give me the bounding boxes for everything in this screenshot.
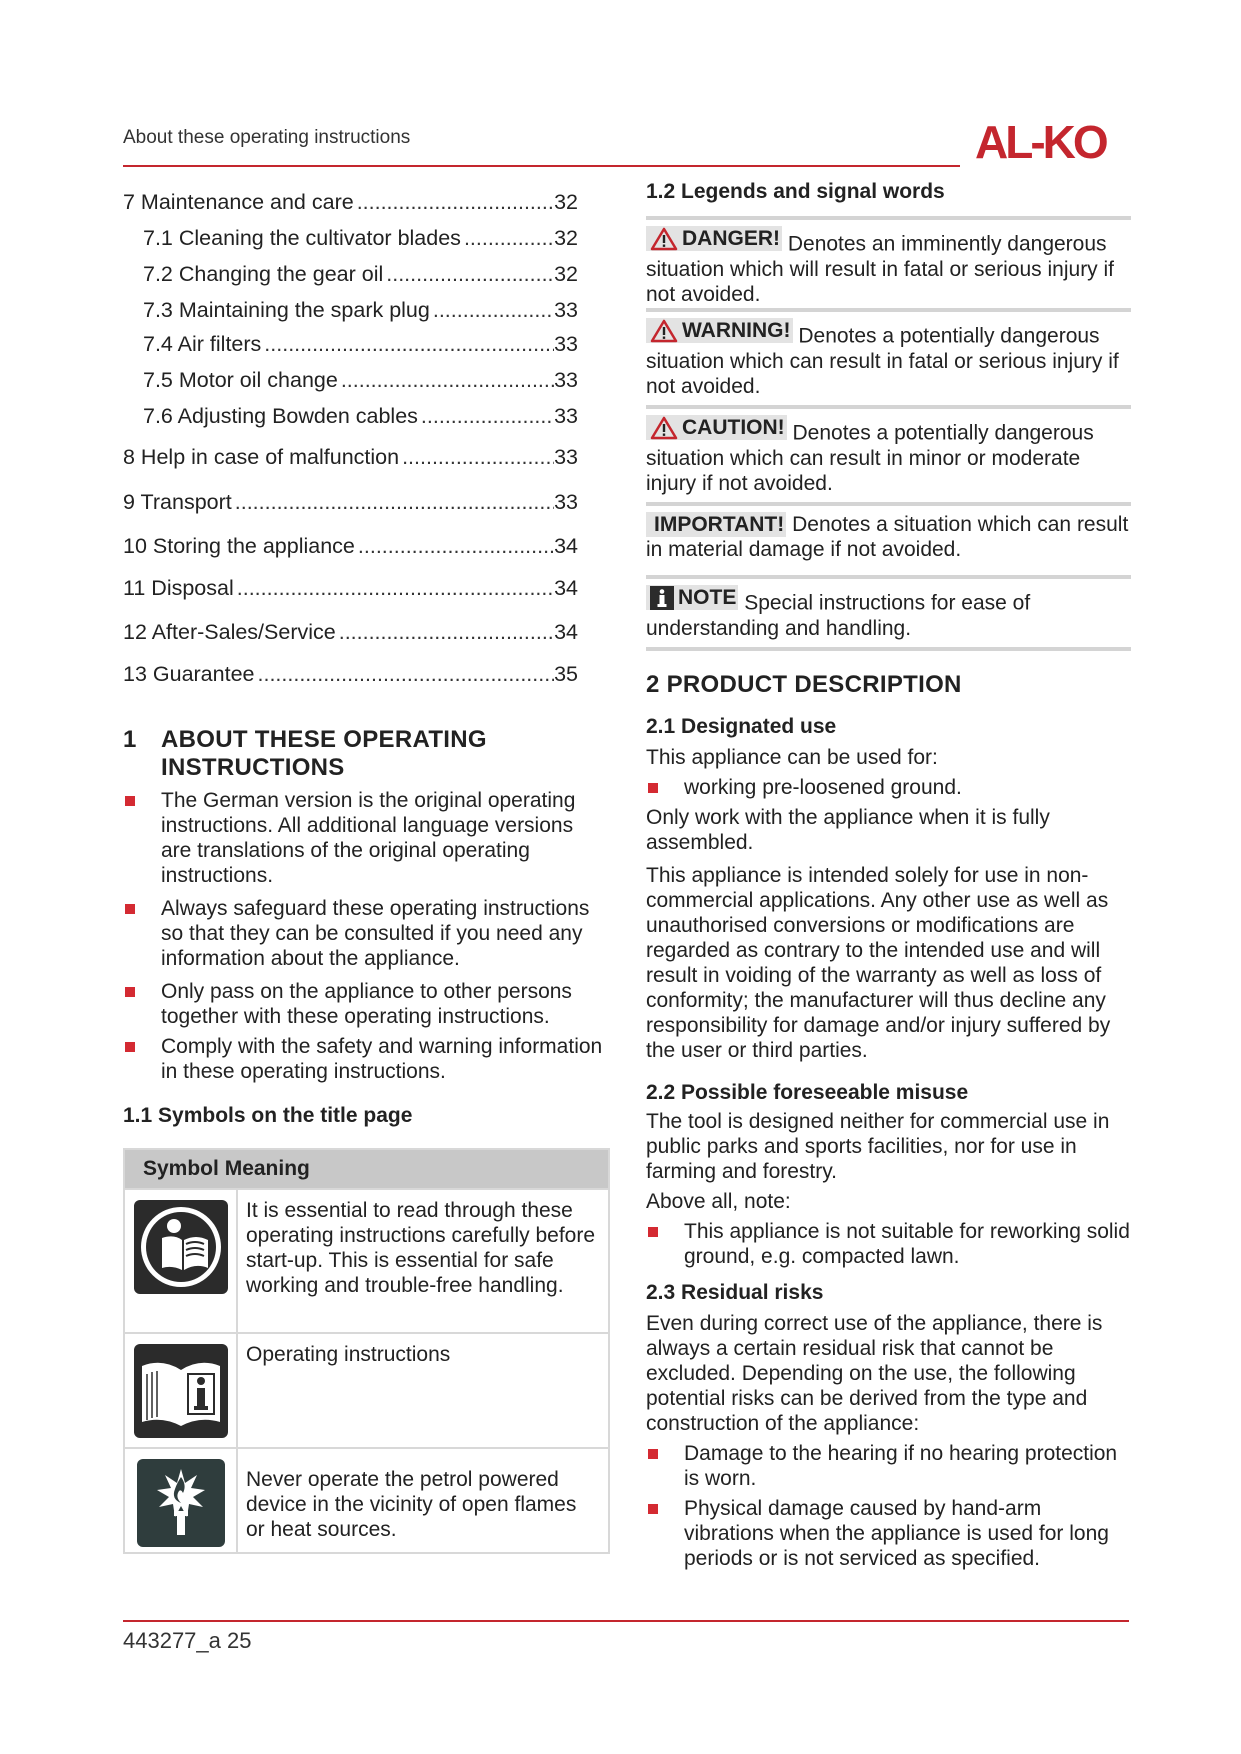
signal-keyword: IMPORTANT!: [646, 512, 786, 537]
section-2-2-para-2: Above all, note:: [646, 1190, 791, 1213]
signal-warning: WARNING! Denotes a potentially dangerous situation which can result in fatal or serious injury if not avoided.: [646, 308, 1131, 405]
read-manual-icon: [134, 1200, 228, 1294]
bullet-square-icon: [648, 783, 658, 793]
toc-entry-7-1[interactable]: 7.1 Cleaning the cultivator blades ..... 32: [123, 226, 608, 262]
toc-entry-9[interactable]: 9 Transport ..... 33: [123, 490, 608, 534]
bullet-square-icon: [648, 1504, 658, 1514]
warning-triangle-icon: [650, 319, 678, 343]
bullet-square-icon: [125, 1042, 135, 1052]
section-1-bullets: [123, 788, 608, 1084]
toc-entry-13[interactable]: 13 Guarantee ..... 35: [123, 662, 608, 700]
list-item: This appliance is not suitable for reworking solid ground, e.g. compacted lawn.: [646, 1219, 1131, 1269]
toc-entry-7-6[interactable]: 7.6 Adjusting Bowden cables ..... 33: [123, 404, 608, 445]
table-of-contents: [123, 190, 608, 700]
symbols-table: [123, 1148, 610, 1554]
page-footer: 443277_a 25: [123, 1628, 252, 1653]
no-open-flames-icon: [137, 1459, 225, 1547]
list-item: Physical damage caused by hand-arm vibrations when the appliance is used for long periods or is not serviced as specified.: [646, 1496, 1131, 1571]
section-2-3-heading: 2.3 Residual risks: [646, 1281, 824, 1304]
section-2-3-bullets: [646, 1441, 1131, 1571]
toc-entry-10[interactable]: 10 Storing the appliance ..... 34: [123, 534, 608, 576]
section-2-1-heading: 2.1 Designated use: [646, 715, 837, 738]
left-column: [123, 190, 608, 1554]
signal-keyword: WARNING!: [646, 318, 793, 343]
table-row: [125, 1188, 608, 1332]
warning-triangle-icon: [650, 416, 678, 440]
bullet-square-icon: [125, 904, 135, 914]
table-row: [125, 1332, 608, 1447]
bullet-square-icon: [648, 1227, 658, 1237]
list-item: Comply with the safety and warning information in these operating instructions.: [123, 1034, 608, 1084]
bullet-square-icon: [648, 1449, 658, 1459]
bullet-square-icon: [125, 987, 135, 997]
section-1-heading: 1 ABOUT THESE OPERATING INSTRUCTIONS: [123, 726, 487, 781]
section-1-1-heading: 1.1 Symbols on the title page: [123, 1104, 413, 1127]
warning-triangle-icon: [650, 227, 678, 251]
table-cell-meaning: It is essential to read through these operating instructions carefully before start-up. This is essential for safe working and trouble-free handling.: [246, 1199, 596, 1297]
signal-keyword: NOTE: [646, 585, 738, 610]
section-2-2-bullets: [646, 1219, 1131, 1269]
footer-rule: [123, 1620, 1129, 1622]
signal-note: NOTE Special instructions for ease of understanding and handling.: [646, 575, 1131, 647]
section-2-heading: 2 PRODUCT DESCRIPTION: [646, 671, 962, 698]
list-item: Always safeguard these operating instructions so that they can be consulted if you need any information about the appliance.: [123, 896, 608, 971]
signal-words-list: [646, 216, 1131, 651]
alko-logo: [975, 118, 1133, 162]
section-2-2-heading: 2.2 Possible foreseeable misuse: [646, 1081, 969, 1104]
table-cell-meaning: Operating instructions: [246, 1343, 451, 1366]
symbols-table-header: Symbol Meaning: [125, 1150, 608, 1188]
section-2-1-intro: This appliance can be used for:: [646, 746, 938, 769]
right-column: [646, 180, 1131, 1571]
section-2-3-para: Even during correct use of the appliance, there is always a certain residual risk that cannot be excluded. Depending on the use, the following potential risks can be derived from the type and construction of the appliance:: [646, 1312, 1103, 1435]
toc-entry-11[interactable]: 11 Disposal ..... 34: [123, 576, 608, 620]
signal-danger: DANGER! Denotes an imminently dangerous situation which will result in fatal or serious injury if not avoided.: [646, 216, 1131, 308]
section-2-1-para-1: Only work with the appliance when it is fully assembled.: [646, 806, 1050, 854]
signal-caution: CAUTION! Denotes a potentially dangerous situation which can result in minor or moderate injury if not avoided.: [646, 405, 1131, 502]
list-item: The German version is the original operating instructions. All additional language versions are translations of the original operating instructions.: [123, 788, 608, 888]
section-2-1-para-2: This appliance is intended solely for use in non-commercial applications. Any other use as well as unauthorised conversions or modifications are regarded as contrary to the intended use and will result in voiding of the warranty as well as loss of conformity; the manufacturer will thus decline any responsibility for damage and/or injury suffered by the user or third parties.: [646, 864, 1111, 1062]
info-icon: [650, 586, 674, 610]
signal-keyword: DANGER!: [646, 226, 782, 251]
page-header-title: About these operating instructions: [123, 127, 411, 148]
toc-entry-7-4[interactable]: 7.4 Air filters ..... 33: [123, 332, 608, 368]
header-rule: [123, 165, 960, 167]
toc-entry-7-5[interactable]: 7.5 Motor oil change ..... 33: [123, 368, 608, 404]
table-row: [125, 1447, 608, 1552]
table-cell-meaning: Never operate the petrol powered device in the vicinity of open flames or heat sources.: [246, 1468, 577, 1541]
section-1-2-heading: 1.2 Legends and signal words: [646, 180, 945, 203]
section-2-1-bullets: [646, 775, 1131, 800]
toc-entry-7[interactable]: 7 Maintenance and care ..... 32: [123, 190, 608, 226]
logo-text: AL-KO: [975, 118, 1106, 162]
toc-entry-7-3[interactable]: 7.3 Maintaining the spark plug ..... 33: [123, 298, 608, 332]
toc-entry-8[interactable]: 8 Help in case of malfunction ..... 33: [123, 445, 608, 490]
list-item: working pre-loosened ground.: [646, 775, 1131, 800]
signal-keyword: CAUTION!: [646, 415, 787, 440]
list-item: Damage to the hearing if no hearing protection is worn.: [646, 1441, 1131, 1491]
signal-important: IMPORTANT! Denotes a situation which can result in material damage if not avoided.: [646, 502, 1131, 575]
section-2-2-para-1: The tool is designed neither for commercial use in public parks and sports facilities, nor for use in farming and forestry.: [646, 1110, 1110, 1183]
signal-list-end-rule: [646, 647, 1131, 651]
bullet-square-icon: [125, 796, 135, 806]
toc-entry-7-2[interactable]: 7.2 Changing the gear oil ..... 32: [123, 262, 608, 298]
toc-entry-12[interactable]: 12 After-Sales/Service ..... 34: [123, 620, 608, 662]
list-item: Only pass on the appliance to other persons together with these operating instructions.: [123, 979, 608, 1029]
operating-instructions-icon: [134, 1344, 228, 1438]
